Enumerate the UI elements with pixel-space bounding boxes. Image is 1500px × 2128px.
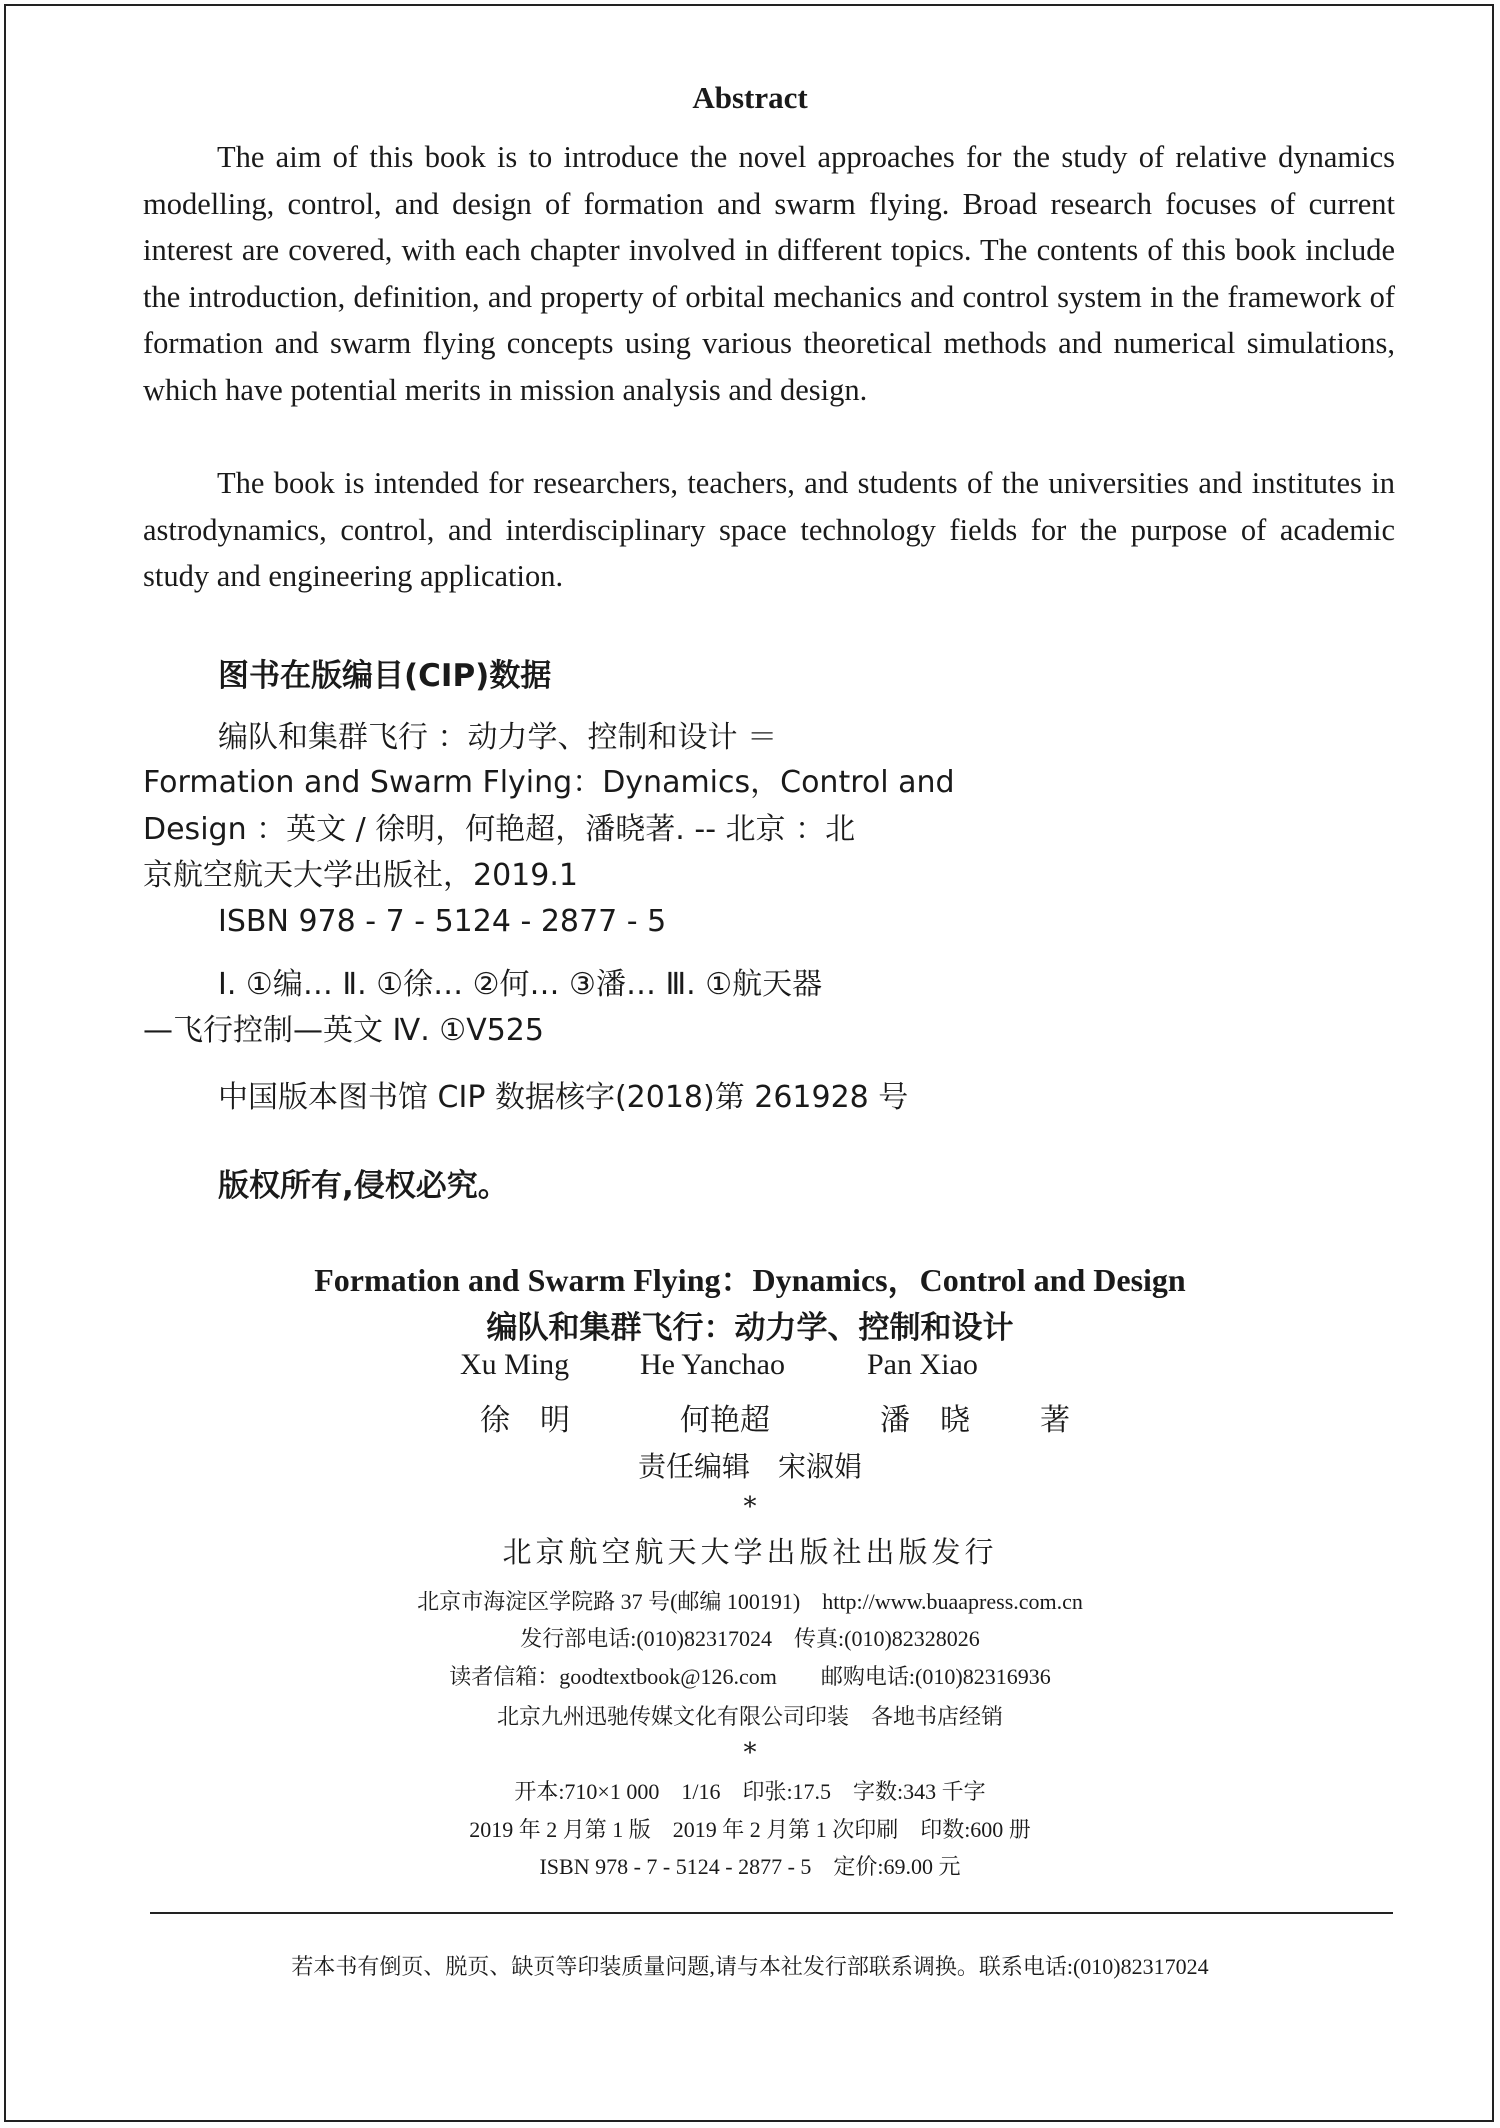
abstract-title: Abstract [692, 80, 808, 115]
printer: 北京九州迅驰传媒文化有限公司印装 各地书店经销 [496, 1704, 1003, 1729]
imprint-title-en: Formation and Swarm Flying：Dynamics，Control and Design [314, 1262, 1186, 1298]
author-en-3: Pan Xiao [867, 1348, 978, 1381]
cip-line-4: 京航空航天大学出版社，2019.1 [143, 858, 578, 893]
imprint-title-cn: 编队和集群飞行：动力学、控制和设计 [486, 1310, 1014, 1346]
isbn-price: ISBN 978 - 7 - 5124 - 2877 - 5 定价:69.00 元 [539, 1854, 961, 1879]
publisher-phone: 发行部电话:(010)82317024 传真:(010)82328026 [520, 1626, 980, 1651]
abstract-paragraph-1 [143, 134, 1395, 413]
author-cn-3: 潘 晓 [880, 1404, 970, 1437]
book-specs: 开本:710×1 000 1/16 印张:17.5 字数:343 千字 [514, 1779, 986, 1804]
footer-notice: 若本书有倒页、脱页、缺页等印装质量问题,请与本社发行部联系调换。联系电话:(010)82317024 [291, 1954, 1209, 1979]
cip-line-1: 编队和集群飞行 ：动力学、控制和设计 ＝ [218, 720, 778, 755]
cip-line-3: Design ：英文 / 徐明，何艳超，潘晓著. -- 北京 ：北 [143, 812, 856, 847]
publisher-address: 北京市海淀区学院路 37 号(邮编 100191) http://www.buaapress.com.cn [417, 1589, 1083, 1614]
author-cn-1: 徐 明 [480, 1404, 570, 1437]
cip-isbn: ISBN 978 - 7 - 5124 - 2877 - 5 [218, 904, 667, 939]
cip-classification-1: Ⅰ. ①编… Ⅱ. ①徐… ②何… ③潘… Ⅲ. ①航天器 [218, 967, 823, 1002]
author-en-1: Xu Ming [460, 1348, 570, 1381]
author-cn-suffix: 著 [1040, 1404, 1070, 1437]
footer-divider [150, 1912, 1393, 1914]
author-cn-2: 何艳超 [680, 1404, 770, 1437]
author-en-2: He Yanchao [640, 1348, 785, 1381]
separator-star-1: * [743, 1492, 757, 1522]
abstract-paragraph-2-text: The book is intended for researchers, teachers, and students of the universities and institutes in astrodynamics, control, and interdisciplinary space technology fields for the purpose of academic study and engineering application. [143, 466, 1395, 593]
abstract-paragraph-2 [143, 460, 1395, 600]
abstract-paragraph-1-text: The aim of this book is to introduce the novel approaches for the study of relative dynamics modelling, control, and design of formation and swarm flying. Broad research focuses of current interest are covered, with each chapter involved in different topics. The contents of this book include the introduction, definition, and property of orbital mechanics and control system in the framework of formation and swarm flying concepts using various theoretical methods and numerical simulations, which have potential merits in mission analysis and design. [143, 140, 1395, 407]
copyright-notice: 版权所有,侵权必究。 [218, 1168, 509, 1204]
cip-classification-2: —飞行控制—英文 Ⅳ. ①V525 [143, 1013, 544, 1048]
publisher: 北京航空航天大学出版社出版发行 [502, 1537, 998, 1569]
edition-info: 2019 年 2 月第 1 版 2019 年 2 月第 1 次印刷 印数:600 册 [469, 1817, 1031, 1842]
cip-heading: 图书在版编目(CIP)数据 [218, 658, 552, 694]
cip-verification: 中国版本图书馆 CIP 数据核字(2018)第 261928 号 [218, 1080, 909, 1115]
cip-line-2: Formation and Swarm Flying：Dynamics，Control and [143, 765, 955, 800]
reader-contact: 读者信箱：goodtextbook@126.com 邮购电话:(010)82316936 [449, 1664, 1051, 1689]
separator-star-2: * [743, 1738, 757, 1768]
editor: 责任编辑 宋淑娟 [637, 1452, 862, 1483]
